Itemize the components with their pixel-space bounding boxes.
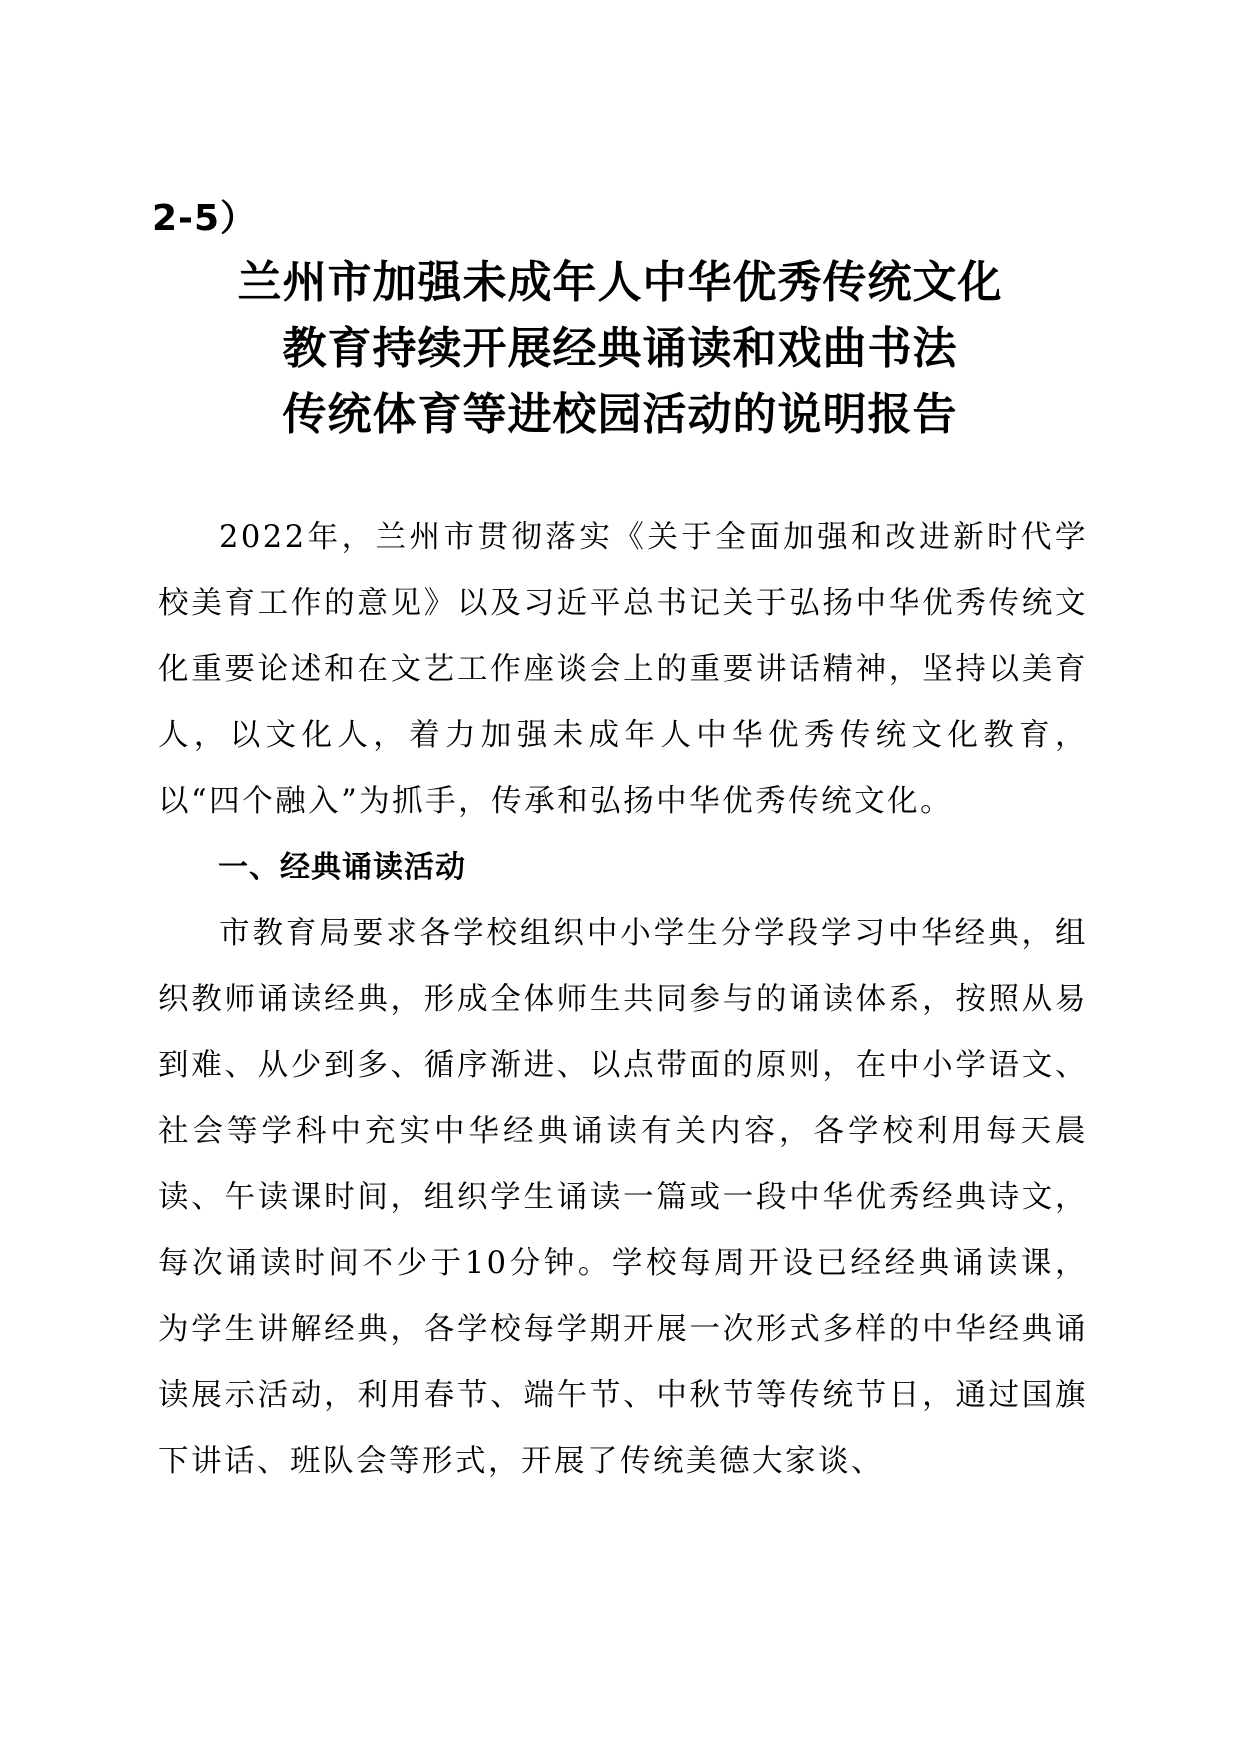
title-line-2: 教育持续开展经典诵读和戏曲书法 [282,323,958,374]
title-line-3: 传统体育等进校园活动的说明报告 [282,389,958,440]
document-title [0,250,1240,448]
document-number: 2-5） [152,198,258,239]
section-paragraph: 市教育局要求各学校组织中小学生分学段学习中华经典，组织教师诵读经典，形成全体师生共同参与的诵读体系，按照从易到难、从少到多、循序渐进、以点带面的原则，在中小学语文、社会等学科中充实中华经典诵读有关内容，各学校利用每天晨读、午读课时间，组织学生诵读一篇或一段中华优秀经典诗文，每次诵读时间不少于10分钟。学校每周开设已经经典诵读课，为学生讲解经典，各学校每学期开展一次形式多样的中华经典诵读展示活动，利用春节、端午节、中秋节等传统节日，通过国旗下讲话、班队会等形式，开展了传统美德大家谈、 [158,916,1088,1479]
intro-paragraph: 2022年，兰州市贯彻落实《关于全面加强和改进新时代学校美育工作的意见》以及习近平总书记关于弘扬中华优秀传统文化重要论述和在文艺工作座谈会上的重要讲话精神，坚持以美育人，以文化人，着力加强未成年人中华优秀传统文化教育，以“四个融入”为抓手，传承和弘扬中华优秀传统文化。 [158,520,1088,819]
title-line-1: 兰州市加强未成年人中华优秀传统文化 [237,257,1003,308]
section-heading: 一、经典诵读活动 [218,850,466,885]
document-body [158,505,1088,1495]
